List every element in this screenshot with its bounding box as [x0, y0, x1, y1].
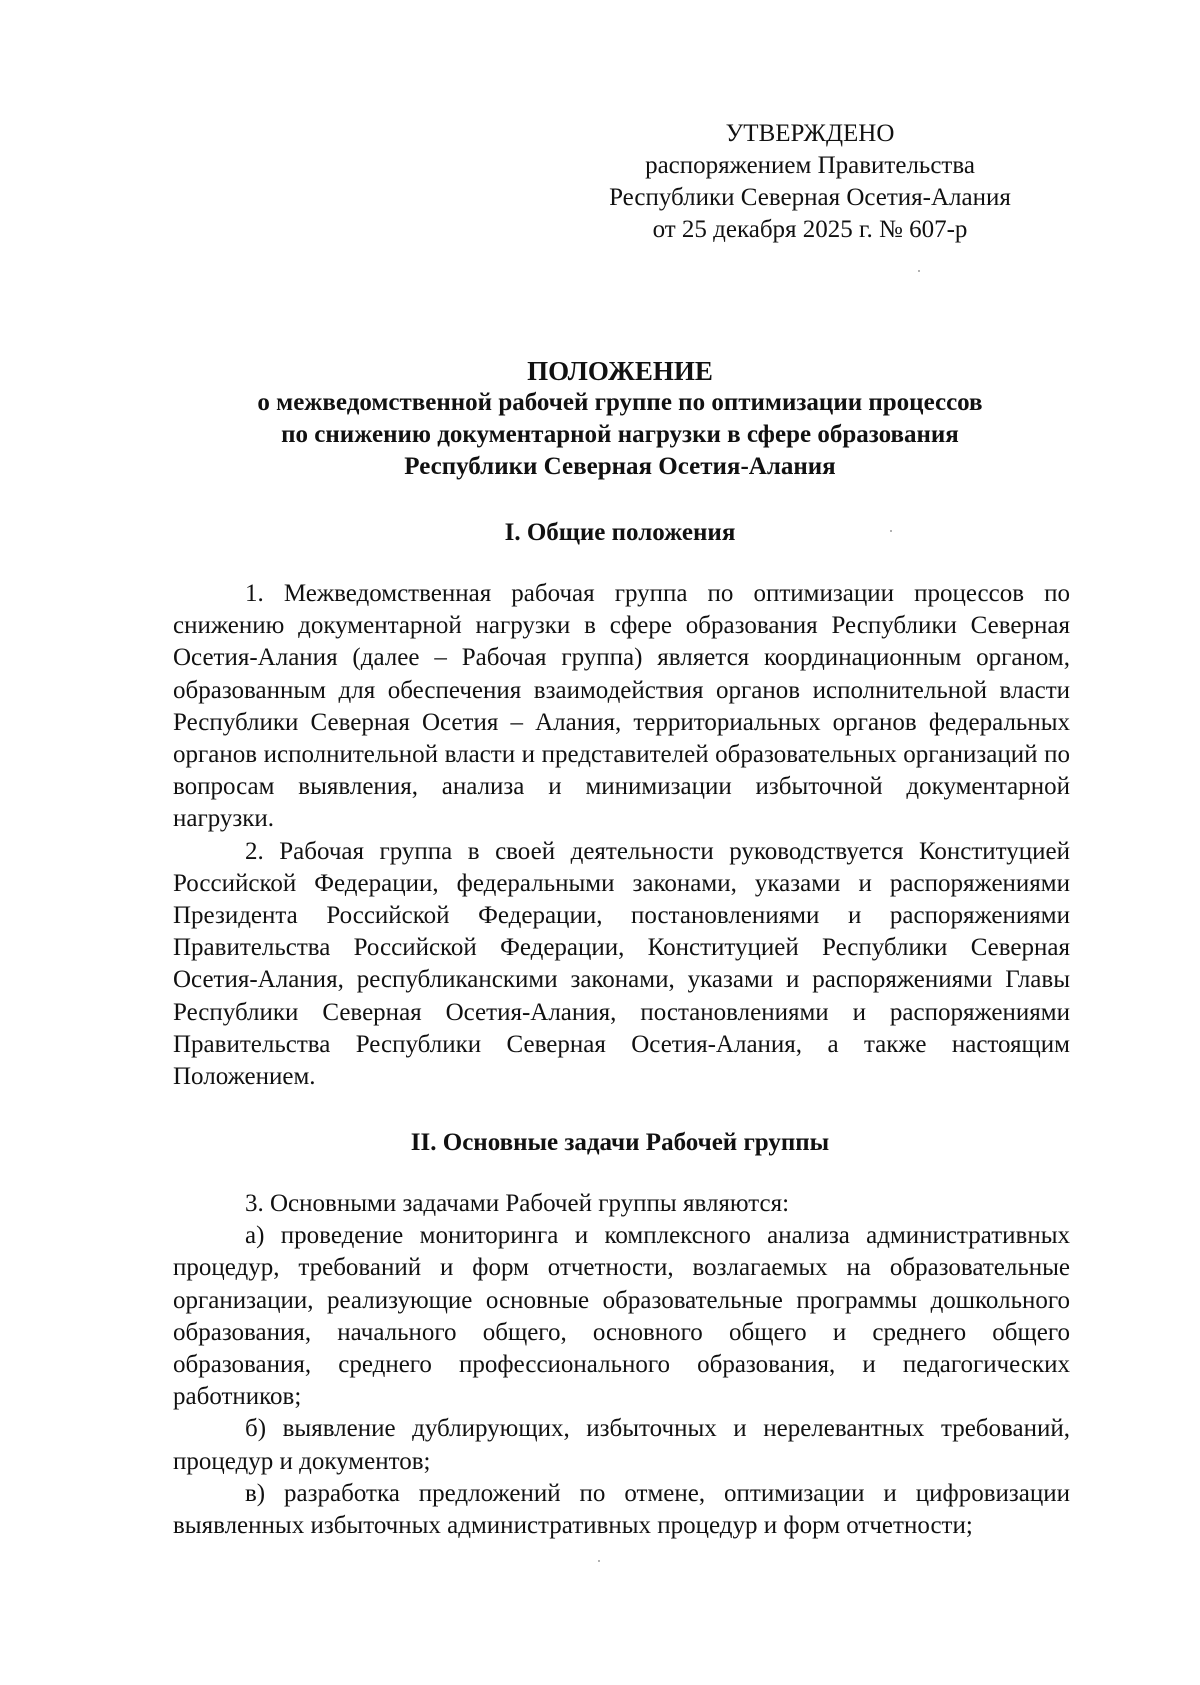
approval-title: УТВЕРЖДЕНО	[725, 120, 895, 147]
approval-stamp	[560, 118, 1060, 246]
scan-speck	[890, 530, 892, 532]
scan-speck	[918, 270, 920, 272]
document-subtitle-line: о межведомственной рабочей группе по оптимизации процессов	[257, 389, 983, 416]
section-heading-tasks: II. Основные задачи Рабочей группы	[410, 1129, 830, 1156]
task-item-v: в) разработка предложений по отмене, оптимизации и цифровизации выявленных избыточных административных процедур и форм отчетности;	[173, 1479, 1070, 1540]
section-general-body	[173, 578, 1070, 1093]
scan-speck	[598, 1560, 600, 1562]
task-item-b: б) выявление дублирующих, избыточных и нерелевантных требований, процедур и документов;	[173, 1415, 1070, 1475]
section-heading-general: I. Общие положения	[504, 519, 736, 546]
approval-date: от 25 декабря 2025 г. № 607-р	[652, 216, 968, 243]
approval-line: Республики Северная Осетия-Алания	[609, 184, 1011, 211]
document-subtitle-line: по снижению документарной нагрузки в сфере образования	[281, 421, 959, 448]
paragraph-1: 1. Межведомственная рабочая группа по оптимизации процессов по снижению документарной нагрузки в сфере образования Республики Северная Осетия-Алания (далее – Рабочая группа) является координационным органом, образованным для обеспечения взаимодействия органов исполнительной власти Республики Северная Осетия – Алания, территориальных органов федеральных органов исполнительной власти и представителей образовательных организаций по вопросам выявления, анализа и минимизации избыточной документарной нагрузки.	[173, 580, 1070, 833]
approval-line: распоряжением Правительства	[645, 152, 975, 179]
document-subtitle-line: Республики Северная Осетия-Алания	[404, 453, 836, 480]
section-tasks-body	[173, 1188, 1070, 1542]
document-title-block	[170, 355, 1070, 483]
task-item-a: а) проведение мониторинга и комплексного анализа административных процедур, требований и форм отчетности, возлагаемых на образовательные организации, реализующие основные образовательные программы дошкольного образования, начального общего, основного общего и среднего общего образования, среднего профессионального образования, и педагогических работников;	[173, 1222, 1070, 1411]
document-title: ПОЛОЖЕНИЕ	[527, 356, 713, 386]
paragraph-2: 2. Рабочая группа в своей деятельности руководствуется Конституцией Российской Федерации, федеральными законами, указами и распоряжениями Президента Российской Федерации, постановлениями и распоряжениями Правительства Российской Федерации, Конституцией Республики Северная Осетия-Алания, республиканскими законами, указами и распоряжениями Главы Республики Северная Осетия-Алания, постановлениями и распоряжениями Правительства Республики Северная Осетия-Алания, а также настоящим Положением.	[173, 837, 1070, 1091]
paragraph-3: 3. Основными задачами Рабочей группы являются:	[245, 1190, 790, 1217]
